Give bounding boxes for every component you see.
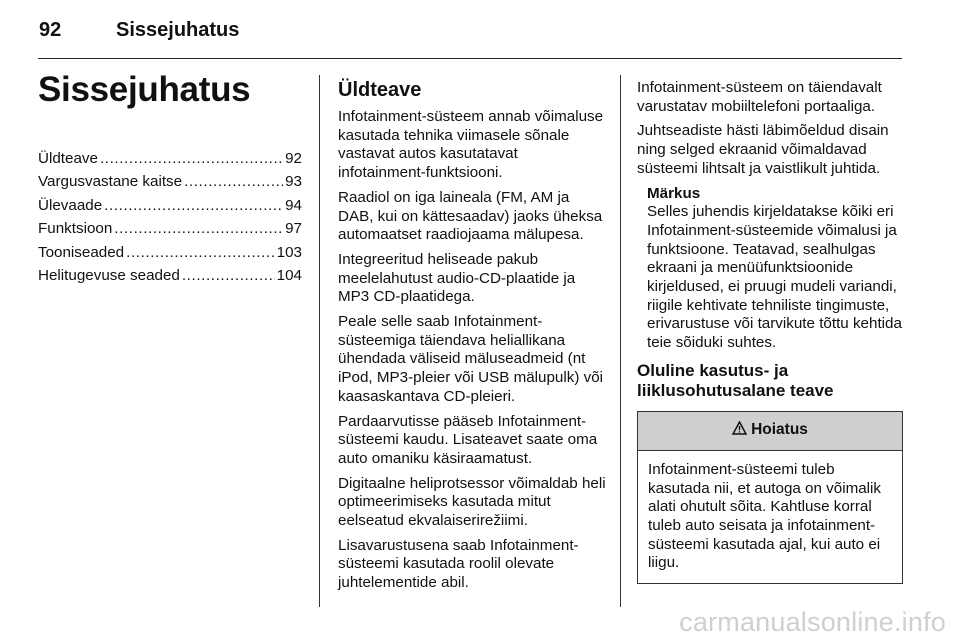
table-of-contents	[38, 150, 302, 290]
watermark: carmanualsonline.info	[679, 607, 946, 637]
body-paragraph: Infotainment-süsteem annab võimaluse kasutada tehnika viimasele sõnale vastavat autos kasutatavat infotainment-funktsiooni.	[338, 108, 604, 182]
column-divider-left	[319, 75, 320, 607]
toc-entry[interactable]	[38, 197, 302, 220]
note-title: Märkus	[647, 184, 701, 202]
toc-leader	[114, 220, 283, 237]
toc-label: Tooniseaded	[38, 243, 125, 261]
body-paragraph: Integreeritud heliseade pakub meelelahutust audio-CD-plaatide ja MP3 CD-plaatidega.	[338, 250, 576, 306]
header-rule	[38, 58, 902, 59]
toc-page: 94	[285, 196, 302, 214]
column-divider-right	[620, 75, 621, 607]
toc-leader	[182, 267, 275, 284]
middle-column	[338, 79, 606, 599]
toc-page: 104	[276, 266, 302, 284]
toc-page: 92	[285, 150, 302, 167]
toc-entry[interactable]	[38, 244, 302, 267]
safety-subheading: Oluline kasutus- ja liiklusohutusalane teave	[637, 360, 834, 400]
toc-leader	[126, 244, 275, 261]
warning-header	[638, 412, 902, 451]
body-paragraph: Juhtseadiste hästi läbimõeldud disain ning selged ekraanid võimaldavad süsteemi lihtsalt ja vaistlikult juhtida.	[637, 122, 889, 177]
toc-entry[interactable]	[38, 220, 302, 243]
body-paragraph: Raadiol on iga laineala (FM, AM ja DAB, kui on kättesaadav) jaoks üheksa automaatset raadiojaama mälupesa.	[338, 188, 603, 244]
toc-label: Funktsioon	[38, 220, 113, 238]
toc-leader	[100, 150, 283, 167]
toc-label: Ülevaade	[38, 196, 103, 214]
toc-label: Üldteave	[38, 150, 98, 167]
warning-box	[637, 411, 903, 584]
toc-label: Helitugevuse seaded	[38, 266, 180, 284]
note-block	[637, 185, 903, 353]
toc-entry[interactable]	[38, 150, 302, 173]
warning-title: Hoiatus	[751, 421, 808, 439]
toc-page: 103	[276, 243, 302, 261]
toc-entry[interactable]	[38, 173, 302, 196]
toc-leader	[184, 173, 283, 190]
running-head: Sissejuhatus	[116, 19, 240, 41]
toc-leader	[104, 197, 283, 214]
body-paragraph: Digitaalne heliprotsessor võimaldab heli optimeerimiseks kasutada mitut eelseatud ekvalaiserirežiimi.	[338, 474, 606, 530]
toc-page: 93	[285, 173, 302, 191]
right-column	[637, 79, 903, 584]
note-text: Selles juhendis kirjeldatakse kõiki eri Infotainment-süsteemide võimalusi ja funktsioone. Teatavad, sealhulgas ekraani ja menüüfunktsioonide kirjeldused, ei pruugi mudeli variandi, riigile kehtivate tehniliste tingimuste, erivarustuse või tarvikute tõttu kehtida teie sõiduki suhtes.	[647, 203, 902, 352]
body-paragraph: Pardaarvutisse pääseb Infotainment-süsteemi kaudu. Lisateavet saate oma auto omaniku käsiraamatust.	[338, 412, 598, 467]
page-number: 92	[39, 19, 62, 41]
body-paragraph: Infotainment-süsteem on täiendavalt varustatav mobiiltelefoni portaaliga.	[637, 79, 882, 115]
body-paragraph: Peale selle saab Infotainment-süsteemiga täiendava heliallikana ühendada väliseid mäluseadmeid (nt iPod, MP3-pleier või USB mälupulk) või kaasaskantava CD-pleieri.	[338, 313, 604, 405]
warning-triangle-icon	[732, 421, 747, 441]
section-title: Üldteave	[338, 79, 422, 101]
toc-label: Vargusvastane kaitse	[38, 173, 183, 191]
toc-entry[interactable]	[38, 267, 302, 290]
body-paragraph: Lisavarustusena saab Infotainment-süsteemi kasutada roolil olevate juhtelementide abil.	[338, 536, 579, 592]
toc-page: 97	[285, 220, 302, 238]
chapter-title: Sissejuhatus	[38, 70, 251, 109]
warning-text: Infotainment-süsteemi tuleb kasutada nii, et autoga on võimalik alati ohutult sõita. Kahtluse korral tuleb auto seisata ja infotainment-süsteemi kasutada ajal, kui auto ei liigu.	[648, 460, 882, 572]
